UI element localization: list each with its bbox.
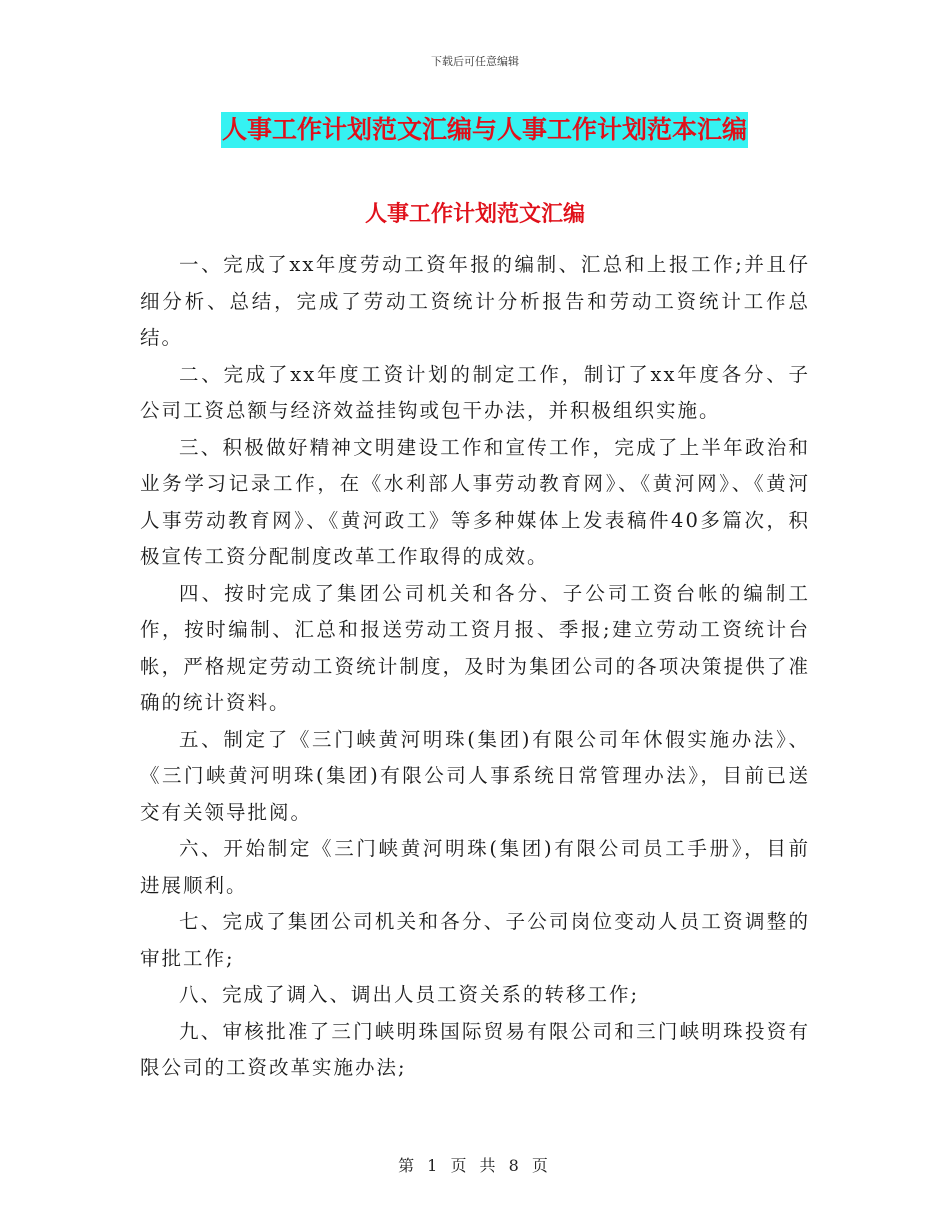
paragraph-7: 七、完成了集团公司机关和各分、子公司岗位变动人员工资调整的审批工作; [140, 910, 810, 970]
document-title: 人事工作计划范文汇编与人事工作计划范本汇编 [221, 112, 748, 148]
paragraph-1: 一、完成了xx年度劳动工资年报的编制、汇总和上报工作;并且仔细分析、总结，完成了劳动工资统计分析报告和劳动工资统计工作总结。 [140, 253, 810, 349]
paragraph-6: 六、开始制定《三门峡黄河明珠(集团)有限公司员工手册》，目前进展顺利。 [140, 837, 810, 897]
paragraph-3: 三、积极做好精神文明建设工作和宣传工作，完成了上半年政治和业务学习记录工作，在《水利部人事劳动教育网》、《黄河网》、《黄河人事劳动教育网》、《黄河政工》等多种媒体上发表稿件40多篇次，积极宣传工资分配制度改革工作取得的成效。 [140, 435, 810, 568]
paragraph-8: 八、完成了调入、调出人员工资关系的转移工作; [179, 983, 640, 1006]
page-footer: 第 1 页 共 8 页 [398, 1156, 552, 1175]
paragraph-9: 九、审核批准了三门峡明珠国际贸易有限公司和三门峡明珠投资有限公司的工资改革实施办法; [140, 1019, 810, 1079]
document-body [140, 247, 810, 1087]
header-note: 下载后可任意编辑 [431, 55, 519, 68]
paragraph-2: 二、完成了xx年度工资计划的制定工作，制订了xx年度各分、子公司工资总额与经济效益挂钩或包干办法，并积极组织实施。 [140, 362, 810, 422]
section-title: 人事工作计划范文汇编 [364, 202, 585, 227]
paragraph-5: 五、制定了《三门峡黄河明珠(集团)有限公司年休假实施办法》、《三门峡黄河明珠(集团)有限公司人事系统日常管理办法》，目前已送交有关领导批阅。 [140, 727, 810, 824]
paragraph-4: 四、按时完成了集团公司机关和各分、子公司工资台帐的编制工作，按时编制、汇总和报送劳动工资月报、季报;建立劳动工资统计台帐，严格规定劳动工资统计制度，及时为集团公司的各项决策提供了准确的统计资料。 [140, 581, 810, 714]
